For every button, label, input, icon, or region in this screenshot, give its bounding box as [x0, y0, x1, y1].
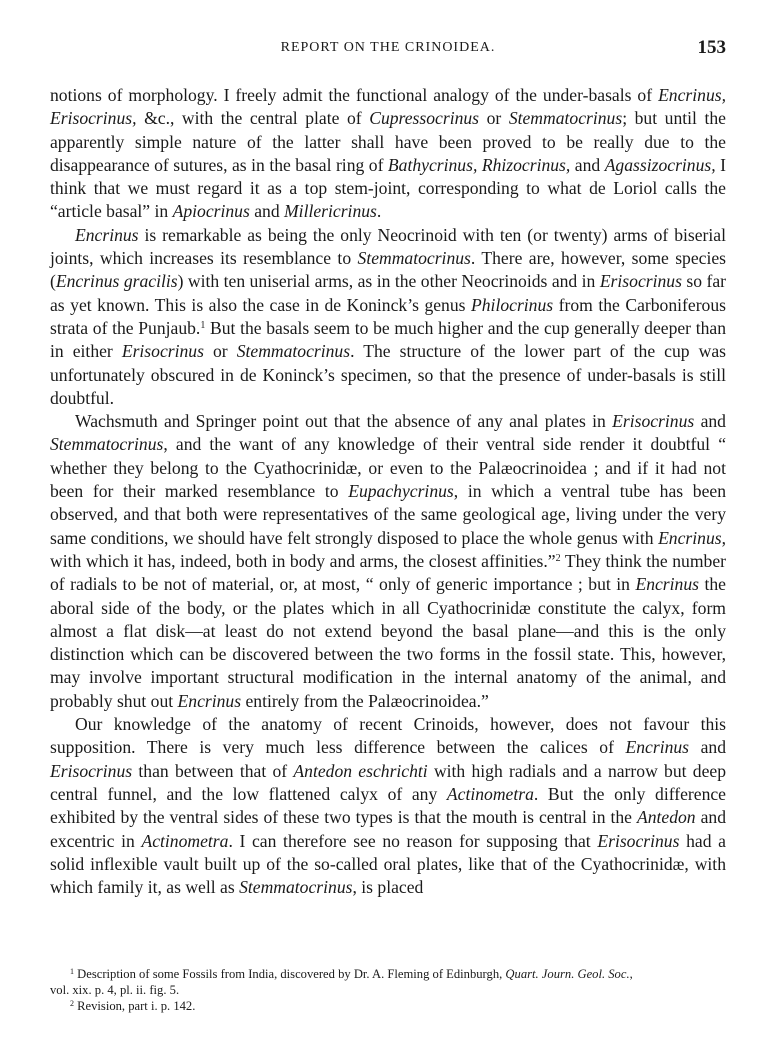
- taxon-name: Encrinus, Erisocrinus,: [50, 85, 726, 129]
- body-text: [50, 84, 726, 899]
- taxon-name: Encrinus: [177, 690, 242, 711]
- text-run: and: [689, 737, 726, 758]
- taxon-name: Encrinus: [635, 574, 699, 595]
- paragraph-3: [50, 410, 726, 713]
- taxon-name: Stemmatocrinus: [357, 248, 471, 269]
- footnote-text: Revision, part i. p. 142.: [74, 999, 196, 1013]
- footnote-2: [50, 998, 726, 1014]
- text-run: and: [249, 201, 285, 222]
- paragraph-1: [50, 84, 726, 224]
- text-run: and excentric in: [50, 807, 726, 851]
- text-run: I think that we must regard it as a top stem-joint, corresponding to what de Loriol calls the “article basal” in: [50, 154, 726, 222]
- taxon-name: Antedon: [636, 807, 696, 828]
- taxon-name: Erisocrinus: [597, 830, 680, 851]
- footnotes: [50, 966, 726, 1014]
- text-run: &c., with the central plate of: [136, 108, 370, 129]
- text-run: entirely from the Palæocrinoidea.”: [241, 690, 489, 711]
- taxon-name: Encrinus: [658, 527, 722, 548]
- text-run: than between that of: [132, 760, 294, 781]
- text-run: is remarkable as being the only Neocrinoid with ten (or twenty) arms of biserial joints, which increases its resemblance to: [50, 224, 726, 269]
- text-run: had a solid inflexible vault built up of the so-called oral plates, like that of the Cyathocrinidæ, with which family it, as well as: [50, 830, 726, 898]
- footnote-text: Description of some Fossils from India, discovered by Dr. A. Fleming of Edinburgh,: [74, 967, 506, 981]
- text-run: and: [694, 411, 726, 432]
- taxon-name: Erisocrinus: [599, 271, 682, 292]
- text-run: , is placed: [352, 877, 424, 898]
- text-run: , with which it has, indeed, both in body and arms, the closest affinities.”: [50, 527, 726, 571]
- text-run: ; but until the apparently simple nature of the latter shall have been proved to be really due to the disappearance of sutures, as in the basal ring of: [50, 108, 726, 175]
- text-run: or: [203, 341, 237, 362]
- taxon-name: Apiocrinus: [172, 201, 250, 222]
- taxon-name: Encrinus gracilis: [55, 271, 178, 292]
- footnote-ref-1: 1: [200, 319, 206, 331]
- running-title: REPORT ON THE CRINOIDEA.: [280, 40, 496, 55]
- taxon-name: Philocrinus: [471, 294, 554, 315]
- footnote-text: ,: [629, 967, 633, 981]
- taxon-name: Cupressocrinus: [369, 108, 480, 129]
- page-number: 153: [697, 37, 726, 58]
- text-run: from the Carboniferous strata of the Punjaub.: [50, 294, 726, 338]
- text-run: ) with ten uniserial arms, as in the other Neocrinoids and in: [177, 271, 600, 292]
- footnote-marker: 1: [70, 967, 74, 976]
- text-run: , and the want of any knowledge of their ventral side render it doubtful “ whether they belong to the Cyathocrinidæ, or even to the Palæocrinoidea ; and if it had not been for their marked resemblance to: [50, 434, 726, 502]
- text-run: , in which a ventral tube has been observed, and that both were representatives of the same geological age, living under the very same conditions, we should have felt strongly disposed to place the whole genus with: [50, 481, 726, 548]
- footnote-marker: 2: [70, 999, 74, 1008]
- taxon-name: Erisocrinus: [50, 760, 133, 781]
- taxon-name: Antedon eschrichti: [293, 760, 428, 781]
- footnote-ref-2: 2: [555, 552, 561, 564]
- text-run: Wachsmuth and Springer point out that the absence of any anal plates in: [75, 411, 613, 432]
- text-run: or: [479, 108, 509, 129]
- text-run: notions of morphology. I freely admit the functional analogy of the under-basals of: [50, 85, 659, 105]
- text-run: . There are, however, some species (: [50, 248, 726, 292]
- taxon-name: Stemmatocrinus: [239, 877, 353, 898]
- paragraph-4: [50, 713, 726, 899]
- taxon-name: Stemmatocrinus: [236, 341, 351, 362]
- text-run: Our knowledge of the anatomy of recent Crinoids, however, does not favour this supposition. There is very much less difference between the calices of: [50, 714, 726, 758]
- taxon-name: Stemmatocrinus: [508, 108, 623, 129]
- text-run: . But the only difference exhibited by the ventral sides of these two types is that the mouth is central in the: [50, 783, 726, 828]
- taxon-name: Millericrinus: [284, 201, 377, 222]
- taxon-name: Actinometra: [141, 830, 229, 851]
- taxon-name: Encrinus: [75, 224, 139, 245]
- running-head: [50, 37, 726, 60]
- text-run: so far as yet known. This is also the case in de Koninck’s genus: [50, 271, 726, 315]
- paragraph-2: [50, 224, 726, 410]
- taxon-name: Erisocrinus: [612, 411, 695, 432]
- text-run: . The structure of the lower part of the cup was unfortunately obscured in de Koninck’s specimen, so that the presence of under-basals is still doubtful.: [50, 341, 726, 408]
- taxon-name: Agassizocrinus,: [604, 154, 716, 175]
- footnote-1: [50, 966, 726, 982]
- taxon-name: Eupachycrinus: [348, 481, 454, 502]
- text-run: with high radials and a narrow but deep central funnel, and the low flattened calyx of any: [50, 760, 726, 804]
- taxon-name: Actinometra: [446, 783, 534, 804]
- taxon-name: Bathycrinus, Rhizocrinus,: [387, 154, 571, 175]
- taxon-name: Stemmatocrinus: [50, 434, 164, 455]
- text-run: and: [570, 154, 605, 175]
- footnote-1-continued: vol. xix. p. 4, pl. ii. fig. 5.: [50, 983, 180, 997]
- text-run: the aboral side of the body, or the plates which in all Cyathocrinidæ constitute the calyx, form almost a flat disk—at least do not extend beyond the basal plane—and this is the only distinction which can be discovered between the two forms in the fossil state. This, however, may involve important structural modification in the internal anatomy of the animal, and probably shut out: [50, 574, 726, 711]
- taxon-name: Erisocrinus: [121, 341, 204, 362]
- text-run: .: [376, 201, 382, 222]
- text-run: . I can therefore see no reason for supposing that: [228, 830, 598, 851]
- text-run: They think the number of radials to be not of material, or, at most, “ only of generic importance ; but in: [50, 550, 726, 595]
- taxon-name: Encrinus: [625, 737, 690, 758]
- text-run: But the basals seem to be much higher and the cup generally deeper than in either: [50, 317, 726, 362]
- journal-title: Quart. Journ. Geol. Soc.: [505, 967, 630, 981]
